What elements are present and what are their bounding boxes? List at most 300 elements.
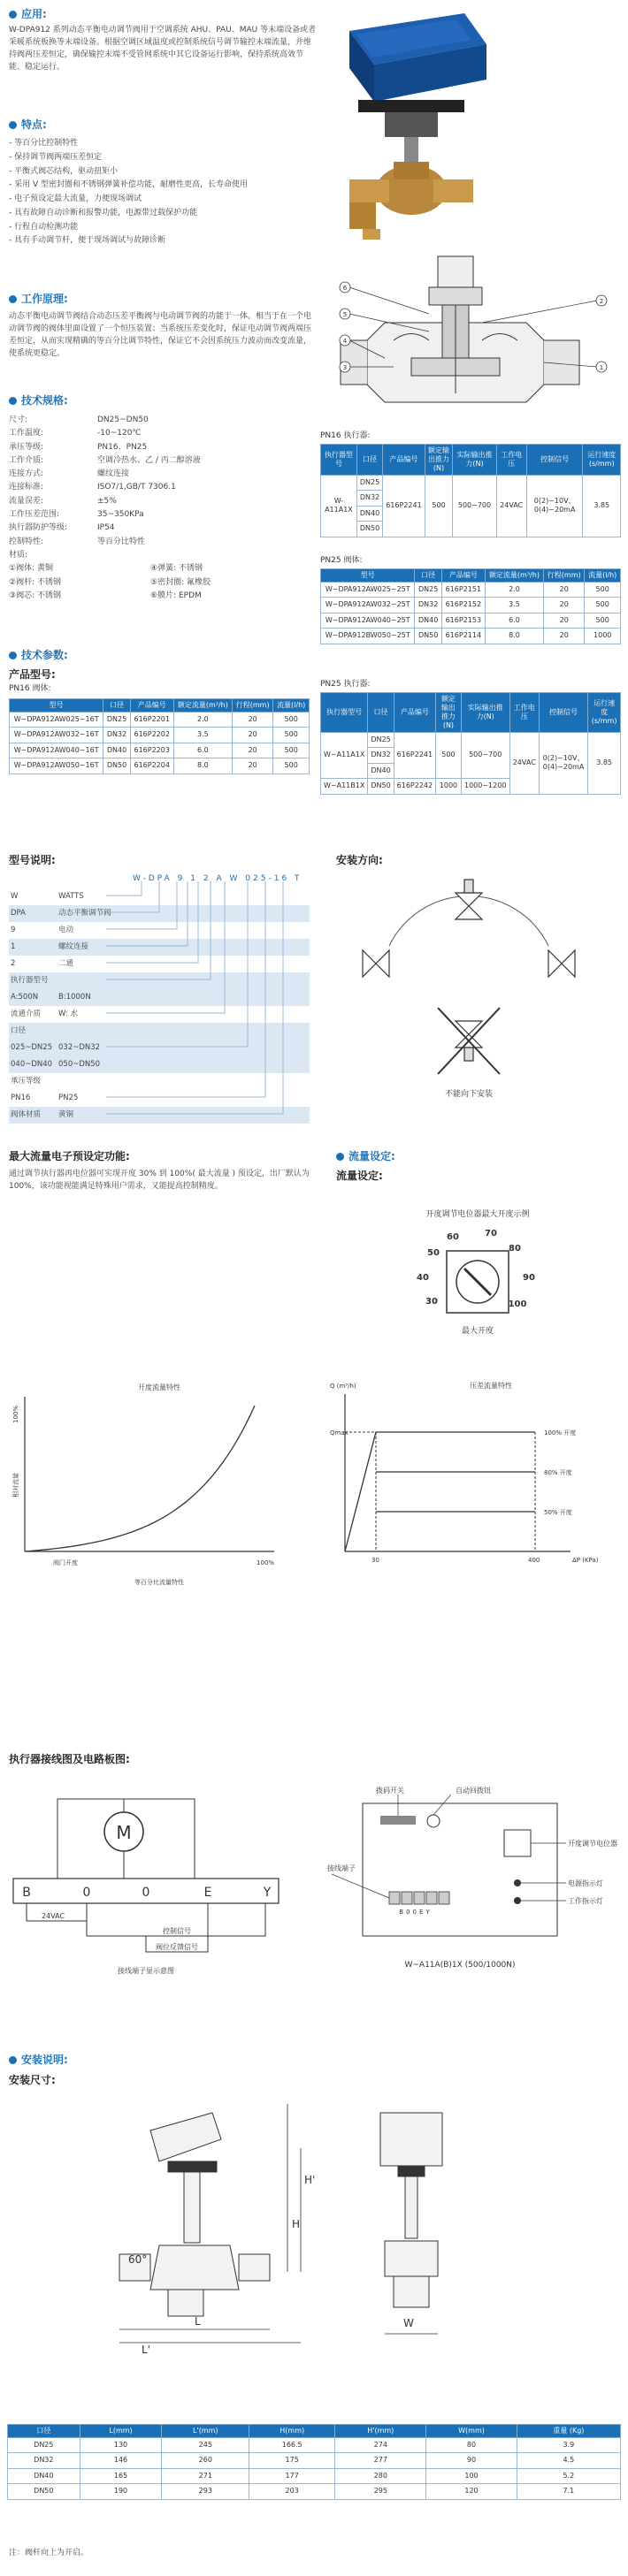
code-value: 黄铜 (58, 1110, 74, 1120)
section-title: 特点: (21, 118, 47, 131)
spec-value: 空调冷热水、乙 / 丙二醇溶液 (97, 455, 201, 465)
cell: 280 (335, 2468, 426, 2483)
x-axis-label: ΔP (KPa) (572, 1557, 599, 1564)
motor-label: M (116, 1822, 132, 1843)
table-row (321, 583, 621, 598)
col-header: 执行器型号 (321, 445, 357, 476)
section-install (9, 2053, 68, 2068)
cell: 295 (335, 2484, 426, 2499)
section-application (9, 7, 47, 22)
cell: 616P2151 (441, 583, 485, 598)
section-flow-setting (336, 1149, 395, 1164)
dial-number: 30 (425, 1297, 438, 1307)
table-row (10, 713, 310, 728)
table-row (321, 613, 621, 628)
col-header: 工作电压 (509, 693, 539, 733)
feedback-signal-label: 阀位反馈信号 (156, 1943, 198, 1951)
cell: DN50 (368, 779, 394, 794)
col-header: 口径 (368, 693, 394, 733)
col-header: 行程(mm) (232, 699, 272, 713)
col-header: W(mm) (426, 2425, 517, 2438)
cell: DN32 (415, 598, 441, 613)
cell: 0(2)~10V、0(4)~20mA (526, 476, 583, 537)
col-header: 额定流量(m³/h) (485, 569, 543, 583)
install-direction-diagram (354, 875, 584, 1132)
cell: 80 (426, 2438, 517, 2453)
cell: DN25 (103, 713, 130, 728)
col-header: 型号 (10, 699, 103, 713)
power-led-icon (514, 1879, 521, 1886)
code-part: W (229, 874, 241, 883)
list-item: - 采用 V 型密封圈和不锈钢弹簧补偿功能，耐磨性更高，长寿命使用 (9, 180, 248, 190)
wiring-caption: 接线端子显示意图 (118, 1967, 174, 1975)
cell: 3.5 (485, 598, 543, 613)
angle-label: 60° (128, 2253, 148, 2266)
code-value: W: 水 (58, 1010, 78, 1019)
list-item: - 电子预设定最大流量，力便现场调试 (9, 194, 142, 203)
cell: 3.5 (173, 728, 232, 743)
list-item: - 具有手动调节杆，便于现场调试与故障诊断 (9, 236, 166, 246)
cell: W~A11A1X (321, 733, 368, 779)
cell: 8.0 (485, 629, 543, 644)
col-header: 额定输出推力(N) (425, 445, 453, 476)
cell: 277 (335, 2453, 426, 2468)
cell: 0(2)~10V、0(4)~20mA (539, 733, 587, 795)
col-header: 口径 (415, 569, 441, 583)
cell: W~DPA912AW032~25T (321, 598, 415, 613)
pn16-actuator-table (320, 444, 621, 537)
cell: 616P2242 (394, 779, 435, 794)
cell: DN25 (368, 733, 394, 748)
cell: 616P2241 (383, 476, 425, 537)
code-key: 025~DN25 (11, 1043, 53, 1053)
spec-value: DN25~DN50 (97, 415, 149, 424)
code-key: A:500N (11, 993, 39, 1002)
bullet-icon (9, 2056, 17, 2064)
table-row (8, 2468, 621, 2483)
cell: DN32 (103, 728, 130, 743)
cell: 245 (162, 2438, 249, 2453)
dim-w: W (403, 2317, 414, 2329)
cell: 616P2153 (441, 613, 485, 628)
install-forbid-caption: 不能向下安装 (444, 1090, 494, 1099)
board-terminal-code (399, 1909, 432, 1916)
cell: DN25 (356, 476, 382, 491)
model-desc-title: 型号说明: (9, 854, 56, 866)
series-label: 50% 开度 (544, 1509, 572, 1516)
x-axis-label: 阀门开度 (53, 1559, 78, 1566)
dial-number: 80 (509, 1244, 521, 1254)
code-part: A (216, 874, 225, 883)
series-line (25, 1406, 255, 1551)
code-key: 9 (11, 926, 16, 935)
cell: 166.5 (249, 2438, 335, 2453)
col-header: 控制信号 (539, 693, 587, 733)
col-header: 运行速度(s/mm) (588, 693, 621, 733)
code-key: DPA (11, 909, 26, 918)
material-item: ①阀体: 黄铜 (9, 564, 53, 574)
cell: DN40 (356, 506, 382, 521)
code-part: -16 (268, 874, 290, 883)
cell: W~DPA912AW040~25T (321, 613, 415, 628)
col-header: 口径 (103, 699, 130, 713)
list-item: - 等百分比控制特性 (9, 139, 79, 148)
code-value: B:1000N (58, 993, 91, 1002)
cell: 146 (80, 2453, 162, 2468)
cell: DN25 (8, 2438, 80, 2453)
wiring-terminal-diagram (9, 1777, 283, 1980)
max-flow-title: 最大流量电子预设定功能: (9, 1150, 130, 1162)
terminal-label: 0 (406, 1909, 413, 1916)
cell: 24VAC (496, 476, 526, 537)
cell: 616P2204 (130, 758, 173, 774)
terminal-label: 0 (412, 1909, 420, 1916)
marker-4: 4 (342, 338, 348, 345)
y-axis-label: Q (m³/h) (330, 1383, 356, 1390)
cell: W~DPA912AW050~16T (10, 758, 103, 774)
code-value: 电动 (58, 926, 74, 935)
cell: 616P2241 (394, 733, 435, 779)
table-row (10, 758, 310, 774)
code-value: 二通 (58, 959, 74, 969)
features-list (9, 137, 318, 248)
col-header: 产品编号 (441, 569, 485, 583)
dim-h: H (292, 2218, 301, 2230)
table-row (8, 2438, 621, 2453)
code-part: 9 (177, 874, 186, 883)
cell: 271 (162, 2468, 249, 2483)
code-value: 动态平衡调节阀 (58, 909, 111, 918)
cell: DN40 (8, 2468, 80, 2483)
bullet-icon (9, 397, 17, 405)
dim-l: L (195, 2315, 201, 2328)
terminal-label: E (203, 1886, 212, 1900)
pn25-body-label: PN25 阀体: (320, 556, 363, 565)
material-item: ③阀芯: 不锈钢 (9, 591, 61, 600)
col-header: 产品编号 (394, 693, 435, 733)
cell: 20 (232, 758, 272, 774)
cell: 177 (249, 2468, 335, 2483)
section-features (9, 118, 47, 133)
product-model-title: 产品型号: (9, 668, 56, 681)
code-key: 承压等级 (11, 1077, 42, 1086)
col-header: 额定流量(m³/h) (173, 699, 232, 713)
cell: W~A11B1X (321, 779, 368, 794)
cell: 20 (544, 598, 585, 613)
col-header: 实际输出推力(N) (461, 693, 509, 733)
code-key: 口径 (11, 1026, 27, 1036)
col-header: 运行速度(s/mm) (583, 445, 621, 476)
section-title: 应用: (21, 8, 47, 20)
cell: 616P2152 (441, 598, 485, 613)
code-value: WATTS (58, 892, 84, 902)
cell: 500 (425, 476, 453, 537)
material-label: 材质: (9, 550, 28, 560)
cell: W~DPA912AW040~16T (10, 743, 103, 758)
spec-value: 35~350KPa (97, 510, 144, 520)
code-part: 1 (190, 874, 198, 883)
cell: 2.0 (173, 713, 232, 728)
cell: 90 (426, 2453, 517, 2468)
board-caption: W~A11A(B)1X (500/1000N) (404, 1961, 516, 1970)
code-part: 025 (245, 874, 269, 883)
status-led-icon (514, 1897, 521, 1904)
code-value: PN25 (58, 1094, 79, 1103)
terminal-label: 0 (142, 1886, 150, 1900)
x-tick: 400 (528, 1557, 540, 1564)
valve-cross-section-diagram (332, 252, 615, 429)
bullet-icon (336, 1153, 344, 1161)
cell: 203 (249, 2484, 335, 2499)
power-led-label: 电源指示灯 (568, 1879, 603, 1887)
cell: 20 (544, 613, 585, 628)
cell: 175 (249, 2453, 335, 2468)
cell: DN25 (415, 583, 441, 598)
spec-key: 控制特性: (9, 537, 44, 546)
cell: 3.85 (583, 476, 621, 537)
terminal-label: E (419, 1909, 426, 1916)
pn25-actuator-label: PN25 执行器: (320, 680, 371, 689)
col-header: 流量(l/h) (585, 569, 621, 583)
bullet-icon (9, 652, 17, 659)
cell: 274 (335, 2438, 426, 2453)
flow-setting-subtitle: 流量设定: (336, 1170, 383, 1182)
cell: 500 (273, 758, 310, 774)
cell: 190 (80, 2484, 162, 2499)
material-item: ⑤密封圈: 氟橡胶 (150, 577, 211, 587)
cell: 20 (232, 728, 272, 743)
circuit-board-diagram (327, 1786, 619, 1980)
cell: 130 (80, 2438, 162, 2453)
dim-l-prime: L' (142, 2344, 150, 2356)
marker-3: 3 (342, 364, 348, 371)
spec-key: 流量误差: (9, 496, 44, 506)
terminal-label: Y (425, 1909, 433, 1916)
bullet-icon (9, 295, 17, 303)
marker-5: 5 (342, 311, 348, 318)
code-key: 流通介质 (11, 1010, 42, 1019)
dial-number: 90 (523, 1273, 535, 1283)
col-header: 口径 (356, 445, 382, 476)
pn25-actuator-table (320, 692, 621, 795)
cell: 7.1 (517, 2484, 620, 2499)
dial-number: 60 (447, 1232, 459, 1242)
cell: 500 (273, 728, 310, 743)
cell: 100 (426, 2468, 517, 2483)
supply-label: 24VAC (41, 1912, 65, 1920)
cell: 500 (585, 598, 621, 613)
y-axis-label: 相对流量 (12, 1473, 19, 1498)
pn16-body-label: PN16 阀体: (9, 684, 51, 693)
install-dimension-table (7, 2424, 621, 2500)
dial-number: 50 (427, 1248, 440, 1258)
col-header: 产品编号 (130, 699, 173, 713)
col-header: H'(mm) (335, 2425, 426, 2438)
cell: 1000~1200 (461, 779, 509, 794)
cell: 616P2114 (441, 629, 485, 644)
code-key: 2 (11, 959, 16, 969)
potentiometer-label: 开度调节电位器 (568, 1840, 617, 1848)
section-title: 技术规格: (21, 394, 68, 407)
cell: DN40 (415, 613, 441, 628)
cell: 616P2201 (130, 713, 173, 728)
col-header: 额定输出推力(N) (436, 693, 462, 733)
dip-switch-icon (380, 1816, 416, 1825)
spec-key: 工作压差范围: (9, 510, 60, 520)
cell: DN50 (103, 758, 130, 774)
terminal-block-label: 接线端子 (327, 1864, 356, 1872)
material-item: ④弹簧: 不锈钢 (150, 564, 203, 574)
table-row (321, 476, 621, 491)
table-row (321, 629, 621, 644)
chart-pressure-flow (323, 1375, 624, 1596)
col-header: 执行器型号 (321, 693, 368, 733)
cell: DN32 (356, 491, 382, 506)
terminal-label: Y (263, 1886, 272, 1900)
cell: 500 (585, 613, 621, 628)
cell: 20 (544, 629, 585, 644)
max-flow-text: 通过调节执行器再电位器可实现开度 30% 到 100%( 最大流量 ) 预设定，出厂默认为 100%，该功能视能满足特殊用户需求，又能提高控制精度。 (9, 1170, 310, 1191)
spec-value: -10~120℃ (97, 429, 142, 438)
section-title: 安装说明: (21, 2054, 68, 2066)
qmax-label: Qmax (330, 1429, 348, 1437)
cell: W~DPA912AW025~25T (321, 583, 415, 598)
y-tick: 100% (12, 1405, 19, 1424)
table-row (321, 733, 621, 748)
wiring-title: 执行器接线图及电路板图: (9, 1753, 130, 1765)
cell: 5.2 (517, 2468, 620, 2483)
col-header: H(mm) (249, 2425, 335, 2438)
table-row (8, 2484, 621, 2499)
dim-h-prime: H' (304, 2174, 316, 2186)
cell: DN50 (356, 522, 382, 537)
series-label: 100% 开度 (544, 1429, 577, 1437)
col-header: L'(mm) (162, 2425, 249, 2438)
spec-key: 工作介质: (9, 455, 44, 465)
spec-key: 执行器防护等级: (9, 523, 68, 533)
cell: 6.0 (485, 613, 543, 628)
cell: 4.5 (517, 2453, 620, 2468)
material-item: ②阀杆: 不锈钢 (9, 577, 61, 587)
cell: 8.0 (173, 758, 232, 774)
section-specs (9, 393, 68, 408)
spec-value: PN16、PN25 (97, 442, 148, 452)
table-row (321, 598, 621, 613)
code-part: T (295, 874, 303, 883)
section-principle (9, 292, 68, 307)
code-key: 1 (11, 942, 16, 952)
chart-footer: 等百分比流量特性 (134, 1579, 184, 1586)
col-header: 产品编号 (383, 445, 425, 476)
code-key: 阀体材质 (11, 1110, 42, 1120)
marker-6: 6 (342, 285, 348, 292)
cell: 20 (232, 713, 272, 728)
spec-value: 等百分比特性 (97, 537, 146, 546)
cell: W~DPA912AW025~16T (10, 713, 103, 728)
code-part: 2 (203, 874, 211, 883)
install-direction-title: 安装方向: (336, 854, 383, 866)
cell: 500~700 (453, 476, 496, 537)
specs-list (9, 414, 318, 603)
cell: 616P2203 (130, 743, 173, 758)
bullet-icon (9, 11, 17, 19)
table-row (10, 743, 310, 758)
auto-return-label: 自动回拨钮 (456, 1787, 491, 1795)
install-size-label: 安装尺寸: (9, 2074, 56, 2086)
dial-max-label: 最大开度 (461, 1327, 494, 1336)
spec-value: IP54 (97, 523, 115, 533)
cell: 500 (585, 583, 621, 598)
spec-value: 螺纹连接 (97, 469, 130, 479)
cell: 24VAC (509, 733, 539, 795)
model-code-connector-lines (106, 880, 318, 1127)
pn16-actuator-label: PN16 执行器: (320, 431, 371, 440)
spec-value: ±5% (97, 496, 117, 506)
application-text: W-DPA912 系列动态平衡电动调节阀用于空调系统 AHU、PAU、MAU 等末端设备或者采暖系统板换等末端设备。根据空调区域温度或控制系统信号调节输控末端流量，并维持阀两压差恒定，确保输控末端不受管网系统中其它设备运行影响，保持系统高效节能、稳定运行。 (9, 26, 317, 72)
principle-text: 动态平衡电动调节阀结合动态压差平衡阀与电动调节阀的功能于一体。相当于在一个电动调节阀的阀体里面设置了一个恒压装置；当系统压差变化时，保证电动调节阀两端压差恒定，从而实现精确的等百分比调节特性，保证它不会因系统压力波动而改变流量，使系统更稳定。 (9, 312, 312, 358)
section-title: 技术参数: (21, 649, 68, 661)
code-value: 032~DN32 (58, 1043, 101, 1053)
cell: 616P2202 (130, 728, 173, 743)
potentiometer-icon (504, 1830, 531, 1856)
cell: 293 (162, 2484, 249, 2499)
cell: 500 (273, 743, 310, 758)
cell: 165 (80, 2468, 162, 2483)
section-title: 工作原理: (21, 293, 68, 305)
cell: DN40 (103, 743, 130, 758)
col-header: 口径 (8, 2425, 80, 2438)
chart-title: 开度流量特性 (138, 1383, 180, 1391)
section-tech-params (9, 648, 68, 663)
list-item: - 保持调节阀两端压差恒定 (9, 152, 103, 162)
cell: 20 (232, 743, 272, 758)
spec-key: 连接方式: (9, 469, 44, 479)
dial-caption: 开度调节电位器最大开度示例 (425, 1210, 530, 1219)
valve-actuator-photo (332, 4, 491, 243)
x-tick: 30 (371, 1557, 379, 1564)
cell: 3.85 (588, 733, 621, 795)
chart-opening-flow (9, 1379, 301, 1591)
pn16-body-table (9, 698, 310, 774)
list-item: - 平衡式阀芯结构，驱动扭矩小 (9, 166, 119, 176)
marker-2: 2 (599, 298, 604, 305)
series-label: 80% 开度 (544, 1469, 572, 1476)
spec-key: 承压等级: (9, 442, 44, 452)
cell: DN40 (368, 763, 394, 778)
terminal-label: 0 (82, 1886, 91, 1900)
code-value: 螺纹连接 (58, 942, 89, 952)
cell: DN50 (415, 629, 441, 644)
auto-return-button-icon (427, 1815, 440, 1827)
chart-title: 压差流量特性 (470, 1382, 512, 1390)
cell: 1000 (436, 779, 462, 794)
install-dimension-drawing (115, 2095, 513, 2360)
series-100 (345, 1432, 535, 1551)
cell: 120 (426, 2484, 517, 2499)
cell: W~DPA912AW032~16T (10, 728, 103, 743)
cell: W-A11A1X (321, 476, 357, 537)
spec-value: ISO7/1,GB/T 7306.1 (97, 483, 176, 492)
spec-key: 连接标准: (9, 483, 44, 492)
cell: 1000 (585, 629, 621, 644)
col-header: 型号 (321, 569, 415, 583)
spec-key: 尺寸: (9, 415, 28, 424)
dial-number: 100 (508, 1299, 527, 1309)
code-part: DPA (148, 874, 172, 883)
marker-1: 1 (599, 364, 604, 371)
col-header: 控制信号 (526, 445, 583, 476)
cell: DN50 (8, 2484, 80, 2499)
